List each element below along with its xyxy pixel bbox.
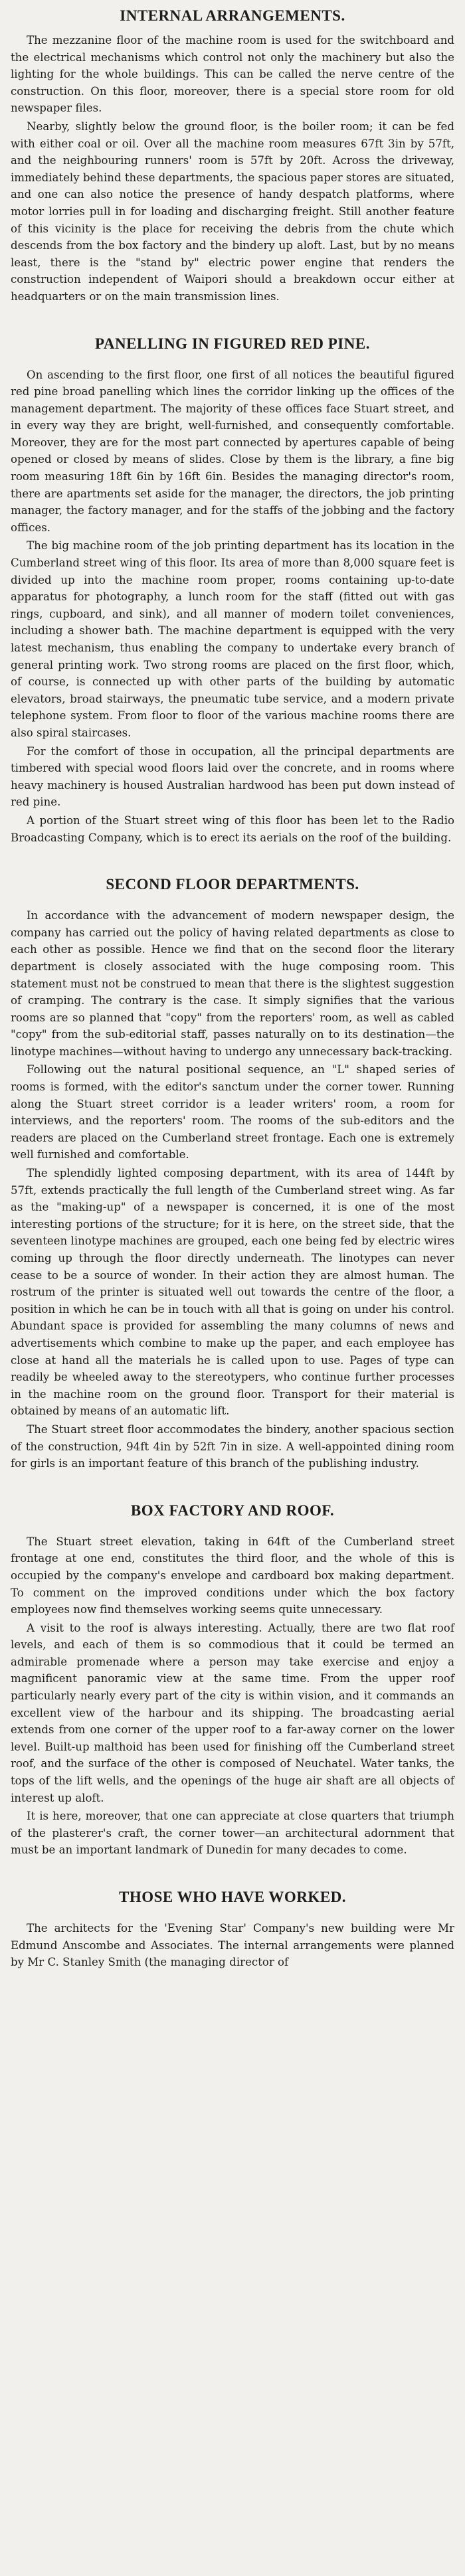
paragraph: On ascending to the first floor, one first of all notices the beautiful figured red pine broad panelling which lines the corridor linking up the offices of the management department. The majority of these offices face Stuart street, and in every way they are bright, well-furnished, and consequently comfortable. Moreover, they are for the most part connected by apertures capable of being opened or closed by means of slides. Close by them is the library, a fine big room measuring 18ft 6in by 16ft 6in. Besides the managing director's room, there are apartments set aside for the manager, the directors, the job printing manager, the factory manager, and for the staffs of the jobbing and the factory offices. xyxy=(11,368,454,534)
section-heading: PANELLING IN FIGURED RED PINE. xyxy=(95,335,370,352)
section-panelling-in-figured-red-pine xyxy=(11,335,454,847)
paragraph: In accordance with the advancement of modern newspaper design, the company has carried out the policy of having related departments as close to each other as possible. Hence we find that on the second floor the literary department is closely associated with the huge composing room. This statement must not be construed to mean that there is the slightest suggestion of cramping. The contrary is the case. It simply signifies that the various rooms are so planned that "copy" from the reporters' room, as well as cabled "copy" from the sub-editorial staff, passes naturally on to its destination—the linotype machines—without having to undergo any unnecessary back-tracking. xyxy=(11,909,454,1058)
paragraph: Nearby, slightly below the ground floor, is the boiler room; it can be fed with either coal or oil. Over all the machine room measures 67ft 3in by 57ft, and the neighbouring runners' room is 57ft by 20ft. Across the driveway, immediately behind these departments, the spacious paper stores are situated, and one can also notice the presence of handy despatch platforms, where motor lorries pull in for loading and discharging freight. Still another feature of this vicinity is the place for receiving the debris from the chute which descends from the box factory and the bindery up aloft. Last, but by no means least, there is the "stand by" electric power engine that renders the construction independent of Waipori should a breakdown occur either at headquarters or on the main transmission lines. xyxy=(11,120,455,303)
paragraph: The Stuart street floor accommodates the bindery, another spacious section of the construction, 94ft 4in by 52ft 7in in size. A well-appointed dining room for girls is an important feature of this branch of the publishing industry. xyxy=(11,1422,454,1470)
paragraph: The splendidly lighted composing department, with its area of 144ft by 57ft, extends practically the full length of the Cumberland street wing. As far as the "making-up" of a newspaper is concerned, it is one of the most interesting portions of the structure; for it is here, on the street side, that the seventeen linotype machines are grouped, each one being fed by electric wires coming up through the floor directly underneath. The linotypes can never cease to be a source of wonder. In their action they are almost human. The rostrum of the printer is situated well out towards the centre of the floor, a position in which he can be in touch with all that is going on under his control. Abundant space is provided for assembling the many columns of news and advertisements which combine to make up the paper, and each employee has close at hand all the materials he is called upon to use. Pages of type can readily be wheeled away to the stereotypers, who continue further processes in the machine room on the ground floor. Transport for their material is obtained by means of an automatic lift. xyxy=(11,1167,454,1418)
paragraph: A visit to the roof is always interesting. Actually, there are two flat roof levels, and each of them is so commodious that it could be termed an admirable promenade where a person may take exercise and enjoy a magnificent panoramic view at the same time. From the upper roof particularly nearly every part of the city is within vision, and it commands an excellent view of the harbour and its shipping. The broadcasting aerial extends from one corner of the upper roof to a far-away corner on the lower level. Built-up malthoid has been used for finishing off the Cumberland street roof, and the surface of the other is composed of Neuchatel. Water tanks, the tops of the lift wells, and the openings of the huge air shaft are all objects of interest up aloft. xyxy=(11,1621,454,1804)
section-heading: BOX FACTORY AND ROOF. xyxy=(130,1502,335,1519)
paragraph: The architects for the 'Evening Star' Company's new building were Mr Edmund Anscombe and Associates. The internal arrangements were planned by Mr C. Stanley Smith (the managing director of xyxy=(11,1922,454,1969)
section-second-floor-departments xyxy=(11,875,454,1472)
section-heading: SECOND FLOOR DEPARTMENTS. xyxy=(106,876,359,893)
paragraph: Following out the natural positional sequence, an "L" shaped series of rooms is formed, with the editor's sanctum under the corner tower. Running along the Stuart street corridor is a leader writers' room, a room for interviews, and the reporters' room. The rooms of the sub-editors and the readers are placed on the Cumberland street frontage. Each one is extremely well furnished and comfortable. xyxy=(11,1063,454,1161)
section-heading: INTERNAL ARRANGEMENTS. xyxy=(120,7,345,24)
section-those-who-have-worked xyxy=(11,1888,454,1971)
paragraph: It is here, moreover, that one can appreciate at close quarters that triumph of the plasterer's craft, the corner tower—an architectural adornment that must be an important landmark of Dunedin for many decades to come. xyxy=(11,1810,454,1857)
section-internal-arrangements xyxy=(11,7,454,305)
paragraph: The mezzanine floor of the machine room is used for the switchboard and the electrical mechanisms which control not only the machinery but also the lighting for the whole buildings. This can be called the nerve centre of the construction. On this floor, moreover, there is a special store room for old newspaper files. xyxy=(11,34,454,115)
paragraph: For the comfort of those in occupation, all the principal departments are timbered with special wood floors laid over the concrete, and in rooms where heavy machinery is housed Australian hardwood has been put down instead of red pine. xyxy=(11,744,454,809)
paragraph: A portion of the Stuart street wing of this floor has been let to the Radio Broadcasting Company, which is to erect its aerials on the roof of the building. xyxy=(11,814,454,844)
paragraph: The big machine room of the job printing department has its location in the Cumberland street wing of this floor. Its area of more than 8,000 square feet is divided up into the machine room proper, rooms containing up-to-date apparatus for photography, a lunch room for the staff (fitted out with gas rings, cupboard, and sink), and all manner of modern toilet conveniences, including a shower bath. The machine department is equipped with the very latest mechanism, thus enabling the company to undertake every branch of general printing work. Two strong rooms are placed on the first floor, which, of course, is connected up with other parts of the building by automatic elevators, broad stairways, the pneumatic tube service, and a modern private telephone system. From floor to floor of the various machine rooms there are also spiral staircases. xyxy=(11,539,454,739)
section-box-factory-and-roof xyxy=(11,1502,454,1859)
section-heading: THOSE WHO HAVE WORKED. xyxy=(118,1889,347,1905)
paragraph: The Stuart street elevation, taking in 64ft of the Cumberland street frontage at one end, constitutes the third floor, and the whole of this is occupied by the company's envelope and cardboard box making department. To comment on the improved conditions under which the box factory employees now find themselves working seems quite unnecessary. xyxy=(11,1535,454,1616)
